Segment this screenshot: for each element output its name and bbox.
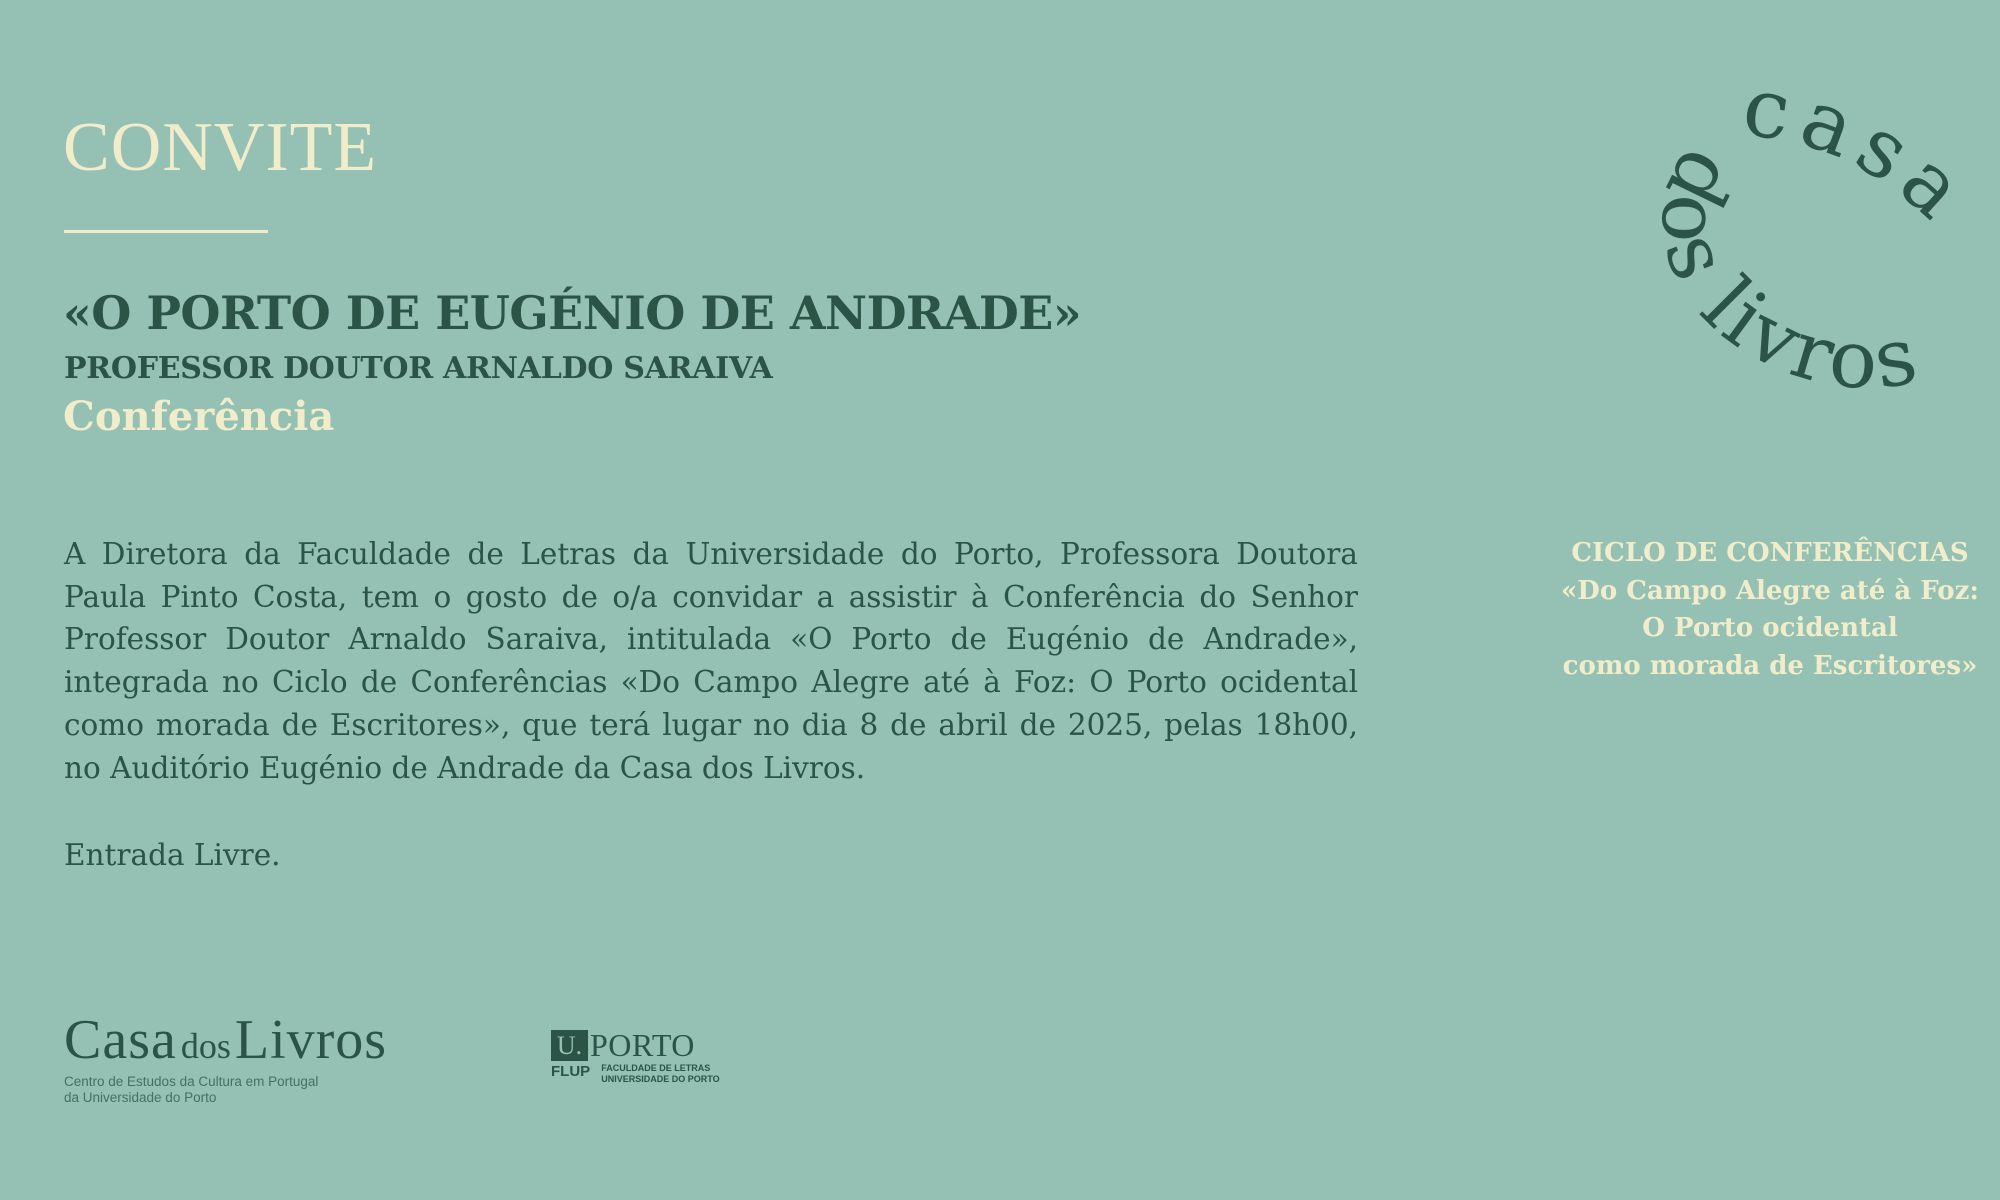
casa-dos-livros-wordmark: Casa dos Livros (64, 1009, 388, 1071)
conference-cycle (1535, 535, 2000, 685)
seal-inner-text: dos livros (1643, 135, 1928, 408)
uporto-wordmark (551, 1027, 751, 1063)
heading-divider (64, 230, 268, 233)
cycle-line: «Do Campo Alegre até à Foz: (1561, 575, 1979, 606)
conference-title: «O PORTO DE EUGÉNIO DE ANDRADE» (63, 286, 1082, 340)
uporto-name: PORTO (590, 1027, 695, 1063)
casa-dos-livros-subtitle: Centro de Estudos da Cultura em Portugal da Universidade do Porto (64, 1074, 319, 1105)
invite-heading: CONVITE (63, 109, 378, 186)
casa-dos-livros-seal (1530, 80, 2000, 500)
entrance-note: Entrada Livre. (64, 838, 281, 872)
flup-row (551, 1063, 751, 1085)
seal-outer-word: casa (1737, 80, 1990, 244)
event-type: Conferência (63, 393, 335, 440)
cycle-line: O Porto ocidental (1642, 613, 1898, 643)
cycle-line: como morada de Escritores» (1562, 650, 1978, 681)
casa-dos-livros-logo (64, 1009, 444, 1112)
flup-subtitle: FACULDADE DE LETRAS UNIVERSIDADE DO PORTO (601, 1063, 720, 1084)
invitation-body: A Diretora da Faculdade de Letras da Universidade do Porto, Professora Doutora Paula Pinto Costa, tem o gosto de o/a convidar a assistir à Conferência do Senhor Professor Doutor Arnaldo Saraiva, intitulada «O Porto de Eugénio de Andrade», integrada no Ciclo de Conferências «Do Campo Alegre até à Foz: O Porto ocidental como morada de Escritores», que terá lugar no dia 8 de abril de 2025, pelas 18h00, no Auditório Eugénio de Andrade da Casa dos Livros. (64, 537, 1358, 785)
uporto-mark: U. (551, 1030, 588, 1061)
flup-acronym: FLUP (551, 1063, 591, 1080)
seal-graphic (1530, 80, 2000, 500)
speaker-name: PROFESSOR DOUTOR ARNALDO SARAIVA (64, 351, 773, 386)
uporto-flup-logo (551, 1027, 751, 1100)
cycle-line: CICLO DE CONFERÊNCIAS (1571, 538, 1969, 568)
